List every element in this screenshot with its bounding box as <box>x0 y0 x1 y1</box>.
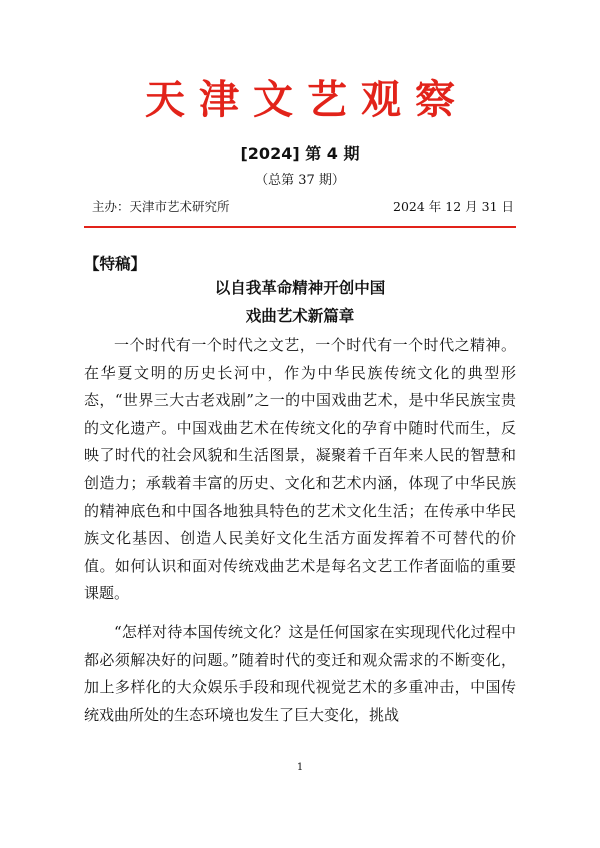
page-number: 1 <box>296 762 304 773</box>
paragraph: “怎样对待本国传统文化？这是任何国家在实现现代化过程中都必须解决好的问题。”随着时代的变迁和观众需求的不断变化，加上多样化的大众娱乐手段和现代视觉艺术的多重冲击，中国传统戏曲所处的生态环境也发生了巨大变化，挑战 <box>84 622 516 724</box>
sponsor-line: 主办：天津市艺术研究所 <box>92 199 230 214</box>
article-title-line1: 以自我革命精神开创中国 <box>214 279 386 297</box>
article-body <box>84 332 516 729</box>
section-label: 【特稿】 <box>84 255 147 273</box>
issue-number: [2024] 第 4 期 <box>240 144 360 163</box>
article-title-line2: 戏曲艺术新篇章 <box>245 307 355 325</box>
publish-date: 2024 年 12 月 31 日 <box>393 199 514 214</box>
paragraph: 一个时代有一个时代之文艺，一个时代有一个时代之精神。在华夏文明的历史长河中，作为中华民族传统文化的典型形态，“世界三大古老戏剧”之一的中国戏曲艺术，是中华民族宝贵的文化遗产。中国戏曲艺术在传统文化的孕育中随时代而生，反映了时代的社会风貌和生活图景，凝聚着千百年来人民的智慧和创造力；承载着丰富的历史、文化和艺术内涵，体现了中华民族的精神底色和中国各地独具特色的艺术文化生活；在传承中华民族文化基因、创造人民美好文化生活方面发挥着不可替代的价值。如何认识和面对传统戏曲艺术是每名文艺工作者面临的重要课题。 <box>84 336 516 603</box>
masthead-title: 天津文艺观察 <box>145 76 469 123</box>
header-divider <box>84 226 516 228</box>
total-issue-number: （总第 37 期） <box>255 173 345 188</box>
